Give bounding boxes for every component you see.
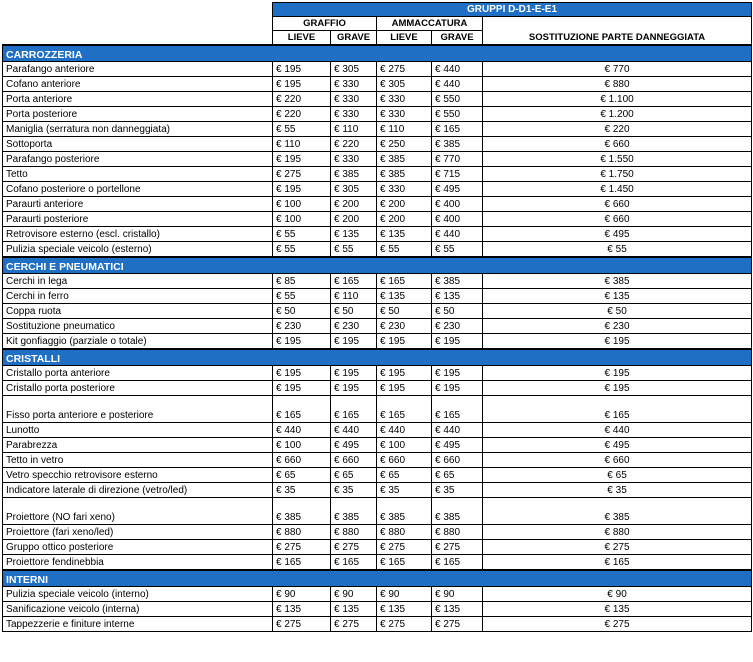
graffio-grave-header: GRAVE: [331, 31, 377, 46]
sostituzione-cell: € 50: [483, 304, 752, 319]
table-row: [3, 587, 752, 602]
item-name-cell: Cofano anteriore: [3, 77, 273, 92]
table-row: [3, 167, 752, 182]
ammaccatura-grave-cell: € 230: [432, 319, 483, 334]
sostituzione-cell: € 770: [483, 62, 752, 77]
ammaccatura-lieve-cell: € 385: [377, 152, 432, 167]
ammaccatura-lieve-cell: € 135: [377, 289, 432, 304]
graffio-grave-cell: € 305: [331, 182, 377, 197]
ammaccatura-grave-cell: € 135: [432, 602, 483, 617]
sostituzione-cell: € 65: [483, 468, 752, 483]
table-row: [3, 182, 752, 197]
ammaccatura-lieve-cell: € 165: [377, 555, 432, 571]
header-row-group: [3, 3, 752, 17]
graffio-lieve-cell: € 195: [273, 152, 331, 167]
ammaccatura-lieve-cell: € 330: [377, 92, 432, 107]
graffio-grave-cell: € 220: [331, 137, 377, 152]
graffio-grave-cell: € 110: [331, 289, 377, 304]
table-row: [3, 92, 752, 107]
item-name-cell: Gruppo ottico posteriore: [3, 540, 273, 555]
ammaccatura-lieve-cell: € 880: [377, 525, 432, 540]
table-row: [3, 212, 752, 227]
table-row: [3, 62, 752, 77]
table-row: [3, 289, 752, 304]
table-row: [3, 197, 752, 212]
ammaccatura-lieve-cell: € 135: [377, 602, 432, 617]
ammaccatura-grave-cell: € 385: [432, 498, 483, 525]
item-name-cell: Paraurti posteriore: [3, 212, 273, 227]
sostituzione-cell: € 660: [483, 453, 752, 468]
sostituzione-cell: € 275: [483, 617, 752, 632]
table-row: [3, 242, 752, 258]
graffio-lieve-cell: € 165: [273, 396, 331, 423]
sostituzione-cell: € 1.750: [483, 167, 752, 182]
ammaccatura-grave-cell: € 550: [432, 92, 483, 107]
graffio-lieve-header: LIEVE: [273, 31, 331, 46]
graffio-lieve-cell: € 195: [273, 62, 331, 77]
graffio-lieve-cell: € 65: [273, 468, 331, 483]
ammaccatura-grave-cell: € 195: [432, 334, 483, 350]
item-name-cell: Cerchi in lega: [3, 274, 273, 289]
item-name-cell: Fisso porta anteriore e posteriore: [3, 396, 273, 423]
graffio-lieve-cell: € 195: [273, 381, 331, 396]
ammaccatura-lieve-cell: € 330: [377, 182, 432, 197]
graffio-grave-cell: € 90: [331, 587, 377, 602]
ammaccatura-lieve-cell: € 110: [377, 122, 432, 137]
sostituzione-cell: € 195: [483, 381, 752, 396]
ammaccatura-lieve-cell: € 385: [377, 167, 432, 182]
ammaccatura-lieve-cell: € 275: [377, 540, 432, 555]
section-header-row: [3, 349, 752, 366]
table-row: [3, 483, 752, 498]
graffio-grave-cell: € 110: [331, 122, 377, 137]
graffio-lieve-cell: € 90: [273, 587, 331, 602]
header-blank: [3, 3, 273, 17]
graffio-grave-cell: € 200: [331, 197, 377, 212]
section-title: CERCHI E PNEUMATICI: [3, 257, 752, 274]
graffio-lieve-cell: € 35: [273, 483, 331, 498]
table-body: [3, 45, 752, 632]
graffio-lieve-cell: € 100: [273, 438, 331, 453]
item-name-cell: Parafango posteriore: [3, 152, 273, 167]
table-row: [3, 334, 752, 350]
graffio-lieve-cell: € 55: [273, 122, 331, 137]
graffio-header: GRAFFIO: [273, 17, 377, 31]
ammaccatura-grave-cell: € 90: [432, 587, 483, 602]
ammaccatura-lieve-cell: € 35: [377, 483, 432, 498]
sostituzione-cell: € 195: [483, 334, 752, 350]
sostituzione-cell: € 660: [483, 137, 752, 152]
ammaccatura-lieve-cell: € 250: [377, 137, 432, 152]
header-blank: [3, 31, 273, 46]
ammaccatura-lieve-cell: € 200: [377, 197, 432, 212]
graffio-lieve-cell: € 165: [273, 555, 331, 571]
section-header-row: [3, 570, 752, 587]
ammaccatura-lieve-cell: € 305: [377, 77, 432, 92]
group-title: GRUPPI D-D1-E-E1: [273, 3, 752, 17]
table-row: [3, 525, 752, 540]
header-blank: [3, 17, 273, 31]
sostituzione-cell: € 1.100: [483, 92, 752, 107]
item-name-cell: Porta posteriore: [3, 107, 273, 122]
graffio-lieve-cell: € 660: [273, 453, 331, 468]
graffio-grave-cell: € 305: [331, 62, 377, 77]
section-header-row: [3, 45, 752, 62]
graffio-lieve-cell: € 880: [273, 525, 331, 540]
sostituzione-cell: € 660: [483, 212, 752, 227]
section-title: CARROZZERIA: [3, 45, 752, 62]
item-name-cell: Coppa ruota: [3, 304, 273, 319]
graffio-lieve-cell: € 110: [273, 137, 331, 152]
ammaccatura-lieve-cell: € 100: [377, 438, 432, 453]
item-name-cell: Parabrezza: [3, 438, 273, 453]
graffio-lieve-cell: € 230: [273, 319, 331, 334]
ammaccatura-grave-cell: € 715: [432, 167, 483, 182]
ammaccatura-grave-cell: € 35: [432, 483, 483, 498]
graffio-grave-cell: € 135: [331, 602, 377, 617]
item-name-cell: Sostituzione pneumatico: [3, 319, 273, 334]
ammaccatura-grave-cell: € 440: [432, 227, 483, 242]
item-name-cell: Vetro specchio retrovisore esterno: [3, 468, 273, 483]
ammaccatura-header: AMMACCATURA: [377, 17, 483, 31]
graffio-grave-cell: € 65: [331, 468, 377, 483]
table-row: [3, 137, 752, 152]
sostituzione-cell: € 1.200: [483, 107, 752, 122]
graffio-grave-cell: € 165: [331, 274, 377, 289]
item-name-cell: Sottoporta: [3, 137, 273, 152]
ammaccatura-lieve-cell: € 660: [377, 453, 432, 468]
table-row: [3, 617, 752, 632]
graffio-grave-cell: € 35: [331, 483, 377, 498]
table-row: [3, 396, 752, 423]
ammaccatura-grave-cell: € 440: [432, 77, 483, 92]
ammaccatura-grave-cell: € 55: [432, 242, 483, 258]
ammaccatura-lieve-cell: € 275: [377, 617, 432, 632]
table-row: [3, 366, 752, 381]
ammaccatura-grave-cell: € 195: [432, 366, 483, 381]
item-name-cell: Tetto: [3, 167, 273, 182]
sostituzione-cell: € 55: [483, 242, 752, 258]
graffio-grave-cell: € 165: [331, 555, 377, 571]
table-row: [3, 77, 752, 92]
ammaccatura-grave-cell: € 400: [432, 212, 483, 227]
section-header-row: [3, 257, 752, 274]
ammaccatura-lieve-cell: € 165: [377, 274, 432, 289]
graffio-grave-cell: € 275: [331, 617, 377, 632]
graffio-grave-cell: € 230: [331, 319, 377, 334]
sostituzione-cell: € 275: [483, 540, 752, 555]
item-name-cell: Cristallo porta posteriore: [3, 381, 273, 396]
ammaccatura-lieve-cell: € 195: [377, 334, 432, 350]
graffio-lieve-cell: € 55: [273, 289, 331, 304]
table-row: [3, 540, 752, 555]
table-row: [3, 227, 752, 242]
ammaccatura-grave-cell: € 165: [432, 396, 483, 423]
ammaccatura-lieve-cell: € 90: [377, 587, 432, 602]
ammaccatura-grave-cell: € 385: [432, 137, 483, 152]
ammaccatura-grave-cell: € 495: [432, 438, 483, 453]
sostituzione-cell: € 385: [483, 498, 752, 525]
section-title: CRISTALLI: [3, 349, 752, 366]
graffio-grave-cell: € 495: [331, 438, 377, 453]
ammaccatura-grave-cell: € 495: [432, 182, 483, 197]
item-name-cell: Retrovisore esterno (escl. cristallo): [3, 227, 273, 242]
ammaccatura-lieve-header: LIEVE: [377, 31, 432, 46]
graffio-lieve-cell: € 135: [273, 602, 331, 617]
ammaccatura-lieve-cell: € 55: [377, 242, 432, 258]
sostituzione-cell: € 880: [483, 77, 752, 92]
price-table: [2, 2, 752, 632]
item-name-cell: Pulizia speciale veicolo (interno): [3, 587, 273, 602]
graffio-grave-cell: € 55: [331, 242, 377, 258]
table-row: [3, 453, 752, 468]
table-row: [3, 602, 752, 617]
sostituzione-cell: € 195: [483, 366, 752, 381]
graffio-grave-cell: € 660: [331, 453, 377, 468]
table-row: [3, 304, 752, 319]
table-row: [3, 381, 752, 396]
ammaccatura-lieve-cell: € 165: [377, 396, 432, 423]
table-row: [3, 107, 752, 122]
table-row: [3, 438, 752, 453]
item-name-cell: Lunotto: [3, 423, 273, 438]
item-name-cell: Paraurti anteriore: [3, 197, 273, 212]
sostituzione-cell: € 660: [483, 197, 752, 212]
item-name-cell: Cristallo porta anteriore: [3, 366, 273, 381]
ammaccatura-grave-cell: € 275: [432, 540, 483, 555]
graffio-lieve-cell: € 55: [273, 242, 331, 258]
graffio-grave-cell: € 330: [331, 92, 377, 107]
graffio-lieve-cell: € 100: [273, 212, 331, 227]
item-name-cell: Tetto in vetro: [3, 453, 273, 468]
graffio-lieve-cell: € 50: [273, 304, 331, 319]
ammaccatura-grave-cell: € 195: [432, 381, 483, 396]
table-row: [3, 498, 752, 525]
item-name-cell: Sanificazione veicolo (interna): [3, 602, 273, 617]
sostituzione-cell: € 385: [483, 274, 752, 289]
ammaccatura-grave-cell: € 50: [432, 304, 483, 319]
graffio-lieve-cell: € 55: [273, 227, 331, 242]
ammaccatura-grave-cell: € 880: [432, 525, 483, 540]
ammaccatura-grave-cell: € 770: [432, 152, 483, 167]
sostituzione-cell: € 135: [483, 602, 752, 617]
graffio-lieve-cell: € 195: [273, 366, 331, 381]
item-name-cell: Porta anteriore: [3, 92, 273, 107]
item-name-cell: Proiettore fendinebbia: [3, 555, 273, 571]
table-row: [3, 423, 752, 438]
ammaccatura-grave-cell: € 550: [432, 107, 483, 122]
sostituzione-cell: € 1.450: [483, 182, 752, 197]
table-row: [3, 555, 752, 571]
ammaccatura-grave-cell: € 165: [432, 555, 483, 571]
ammaccatura-lieve-cell: € 195: [377, 366, 432, 381]
ammaccatura-lieve-cell: € 440: [377, 423, 432, 438]
graffio-grave-cell: € 440: [331, 423, 377, 438]
ammaccatura-lieve-cell: € 330: [377, 107, 432, 122]
graffio-lieve-cell: € 195: [273, 77, 331, 92]
table-row: [3, 274, 752, 289]
graffio-grave-cell: € 200: [331, 212, 377, 227]
graffio-lieve-cell: € 220: [273, 92, 331, 107]
item-name-cell: Proiettore (fari xeno/led): [3, 525, 273, 540]
graffio-grave-cell: € 165: [331, 396, 377, 423]
item-name-cell: Parafango anteriore: [3, 62, 273, 77]
ammaccatura-grave-cell: € 400: [432, 197, 483, 212]
graffio-lieve-cell: € 220: [273, 107, 331, 122]
graffio-lieve-cell: € 100: [273, 197, 331, 212]
section-title: INTERNI: [3, 570, 752, 587]
ammaccatura-lieve-cell: € 200: [377, 212, 432, 227]
graffio-grave-cell: € 880: [331, 525, 377, 540]
item-name-cell: Pulizia speciale veicolo (esterno): [3, 242, 273, 258]
graffio-lieve-cell: € 275: [273, 617, 331, 632]
ammaccatura-grave-cell: € 385: [432, 274, 483, 289]
ammaccatura-lieve-cell: € 65: [377, 468, 432, 483]
graffio-grave-cell: € 330: [331, 152, 377, 167]
graffio-lieve-cell: € 275: [273, 540, 331, 555]
sostituzione-cell: € 880: [483, 525, 752, 540]
ammaccatura-grave-cell: € 660: [432, 453, 483, 468]
ammaccatura-lieve-cell: € 135: [377, 227, 432, 242]
graffio-grave-cell: € 330: [331, 107, 377, 122]
sostituzione-cell: € 1.550: [483, 152, 752, 167]
graffio-grave-cell: € 195: [331, 381, 377, 396]
sostituzione-cell: € 495: [483, 438, 752, 453]
ammaccatura-lieve-cell: € 275: [377, 62, 432, 77]
ammaccatura-lieve-cell: € 195: [377, 381, 432, 396]
item-name-cell: Maniglia (serratura non danneggiata): [3, 122, 273, 137]
item-name-cell: Proiettore (NO fari xeno): [3, 498, 273, 525]
item-name-cell: Tappezzerie e finiture interne: [3, 617, 273, 632]
header-row-damage: [3, 17, 752, 31]
graffio-grave-cell: € 50: [331, 304, 377, 319]
ammaccatura-grave-cell: € 165: [432, 122, 483, 137]
graffio-lieve-cell: € 195: [273, 334, 331, 350]
ammaccatura-grave-cell: € 135: [432, 289, 483, 304]
item-name-cell: Cerchi in ferro: [3, 289, 273, 304]
table-row: [3, 468, 752, 483]
sostituzione-cell: € 230: [483, 319, 752, 334]
table-row: [3, 319, 752, 334]
ammaccatura-grave-cell: € 275: [432, 617, 483, 632]
sostituzione-cell: € 165: [483, 396, 752, 423]
ammaccatura-grave-header: GRAVE: [432, 31, 483, 46]
item-name-cell: Indicatore laterale di direzione (vetro/led): [3, 483, 273, 498]
sostituzione-cell: € 35: [483, 483, 752, 498]
sostituzione-cell: € 495: [483, 227, 752, 242]
graffio-grave-cell: € 135: [331, 227, 377, 242]
graffio-grave-cell: € 385: [331, 167, 377, 182]
item-name-cell: Cofano posteriore o portellone: [3, 182, 273, 197]
graffio-grave-cell: € 330: [331, 77, 377, 92]
graffio-lieve-cell: € 440: [273, 423, 331, 438]
graffio-grave-cell: € 275: [331, 540, 377, 555]
sostituzione-header: SOSTITUZIONE PARTE DANNEGGIATA: [483, 17, 752, 46]
graffio-lieve-cell: € 385: [273, 498, 331, 525]
ammaccatura-lieve-cell: € 50: [377, 304, 432, 319]
graffio-lieve-cell: € 195: [273, 182, 331, 197]
table-row: [3, 122, 752, 137]
graffio-grave-cell: € 385: [331, 498, 377, 525]
sostituzione-cell: € 220: [483, 122, 752, 137]
sostituzione-cell: € 135: [483, 289, 752, 304]
sostituzione-cell: € 165: [483, 555, 752, 571]
sostituzione-cell: € 440: [483, 423, 752, 438]
graffio-lieve-cell: € 85: [273, 274, 331, 289]
graffio-grave-cell: € 195: [331, 366, 377, 381]
ammaccatura-grave-cell: € 440: [432, 62, 483, 77]
table-row: [3, 152, 752, 167]
sostituzione-cell: € 90: [483, 587, 752, 602]
ammaccatura-lieve-cell: € 385: [377, 498, 432, 525]
ammaccatura-lieve-cell: € 230: [377, 319, 432, 334]
graffio-grave-cell: € 195: [331, 334, 377, 350]
item-name-cell: Kit gonfiaggio (parziale o totale): [3, 334, 273, 350]
ammaccatura-grave-cell: € 440: [432, 423, 483, 438]
graffio-lieve-cell: € 275: [273, 167, 331, 182]
ammaccatura-grave-cell: € 65: [432, 468, 483, 483]
